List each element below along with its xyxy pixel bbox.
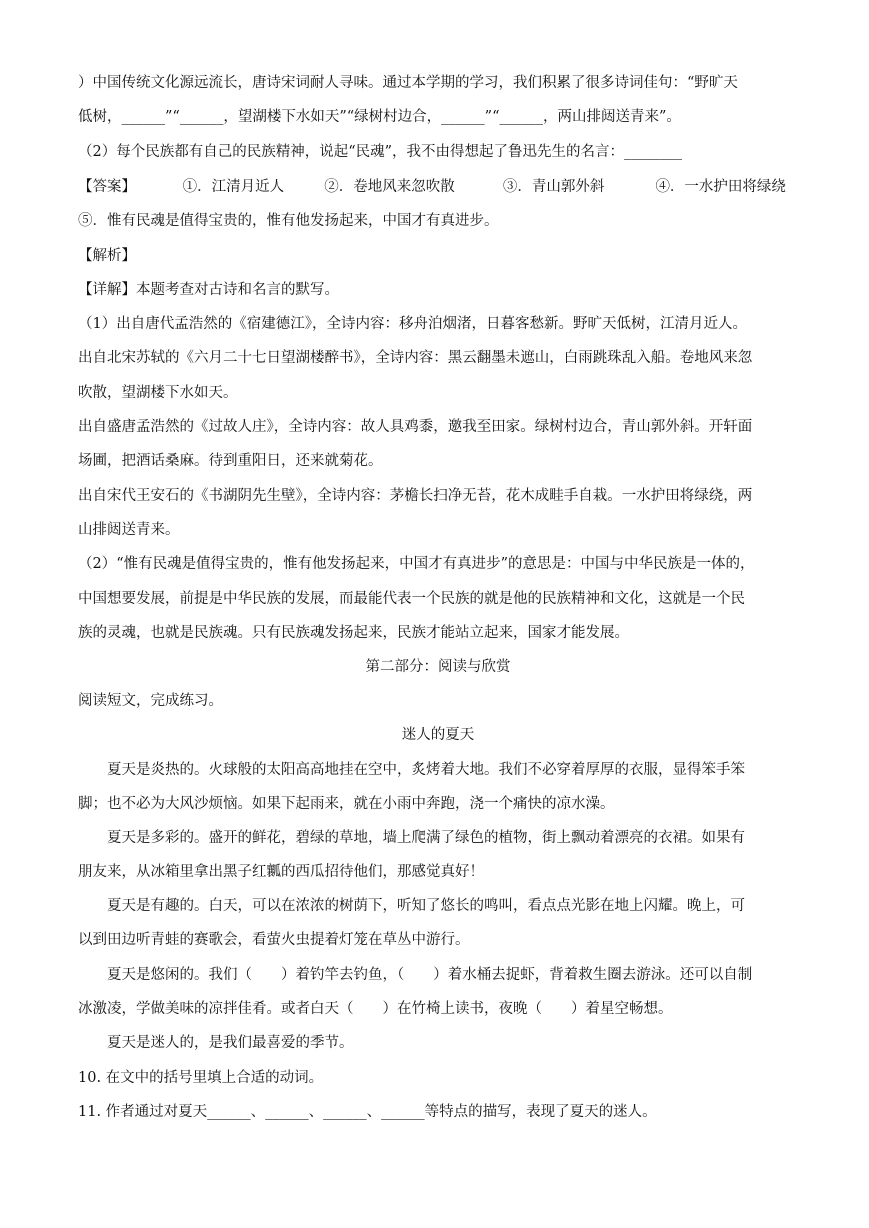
question-10: 10. 在文中的括号里填上合适的动词。 <box>78 1070 324 1086</box>
passage-line: 夏天是多彩的。盛开的鲜花，碧绿的草地，墙上爬满了绿色的植物，街上飘动着漂亮的衣裙。如果有 <box>107 830 745 846</box>
text-line: 出自宋代王安石的《书湖阴先生壁》，全诗内容：茅檐长扫净无苔，花木成畦手自栽。一水护田将绿绕，两 <box>78 488 753 504</box>
text-line: 低树，______”“______，望湖楼下水如天”“绿树村边合，______”“______，两山排闼送青来”。 <box>78 109 681 125</box>
text-line: 族的灵魂，也就是民族魂。只有民族魂发扬起来，民族才能站立起来，国家才能发展。 <box>78 625 629 641</box>
answer-item: ③．青山郭外斜 <box>502 179 605 195</box>
passage-line: 朋友来，从冰箱里拿出黑子红瓤的西瓜招待他们，那感觉真好！ <box>78 864 484 880</box>
passage-line: 脚；也不必为大风沙烦恼。如果下起雨来，就在小雨中奔跑，浇一个痛快的凉水澡。 <box>78 796 615 812</box>
text-line: 场圃，把酒话桑麻。待到重阳日，还来就菊花。 <box>78 453 383 469</box>
passage-line: 夏天是炎热的。火球般的太阳高高地挂在空中，炙烤着大地。我们不必穿着厚厚的衣服，显得笨手笨 <box>107 762 745 778</box>
passage-line: 以到田边听青蛙的赛歌会，看萤火虫提着灯笼在草丛中游行。 <box>78 932 470 948</box>
text-line: 出自北宋苏轼的《六月二十七日望湖楼醉书》，全诗内容：黑云翻墨未遮山，白雨跳珠乱入船。卷地风来忽 <box>78 350 753 366</box>
answer-line <box>78 177 798 197</box>
analysis-heading: 【解析】 <box>78 248 136 264</box>
text-line: 吹散，望湖楼下水如天。 <box>78 385 238 401</box>
answer-item: ①．江清月近人 <box>182 179 285 195</box>
question-11: 11. 作者通过对夏天______、______、______、______等特点的描写，表现了夏天的迷人。 <box>78 1104 657 1120</box>
text-line: （2）“惟有民魂是值得宝贵的，惟有他发扬起来，中国才有真进步”的意思是：中国与中华民族是一体的， <box>78 556 755 572</box>
text-line: ）中国传统文化源远流长，唐诗宋词耐人寻味。通过本学期的学习，我们积累了很多诗词佳句：“野旷天 <box>78 75 738 91</box>
passage-line: 夏天是有趣的。白天，可以在浓浓的树荫下，听知了悠长的鸣叫，看点点光影在地上闪耀。晚上，可 <box>107 898 745 914</box>
text-line: 出自盛唐孟浩然的《过故人庄》，全诗内容：故人具鸡黍，邀我至田家。绿树村边合，青山郭外斜。开轩面 <box>78 419 753 435</box>
section-heading: 第二部分：阅读与欣赏 <box>365 659 511 675</box>
answer-item: ④．一水护田将绿绕 <box>655 179 786 195</box>
text-line: ⑤．惟有民魂是值得宝贵的，惟有他发扬起来，中国才有真进步。 <box>78 213 499 229</box>
passage-line: 夏天是悠闲的。我们（ ）着钓竿去钓鱼，（ ）着水桶去捉虾，背着救生圈去游泳。还可以自制 <box>107 967 753 983</box>
text-line: （2）每个民族都有自己的民族精神，说起“民魂”，我不由得想起了鲁迅先生的名言：________ <box>78 144 683 160</box>
text-line: 中国想要发展，前提是中华民族的发展，而最能代表一个民族的就是他的民族精神和文化，这就是一个民 <box>78 591 745 607</box>
answer-item: ②．卷地风来忽吹散 <box>324 179 455 195</box>
answer-label: 【答案】 <box>78 179 136 195</box>
text-line: 山排闼送青来。 <box>78 522 180 538</box>
instruction: 阅读短文，完成练习。 <box>78 693 223 709</box>
passage-line: 夏天是迷人的，是我们最喜爱的季节。 <box>107 1035 354 1051</box>
passage-title: 迷人的夏天 <box>401 727 475 743</box>
text-line: 【详解】本题考查对古诗和名言的默写。 <box>78 282 339 298</box>
passage-line: 冰激凌，学做美味的凉拌佳肴。或者白天（ ）在竹椅上读书，夜晚（ ）着星空畅想。 <box>78 1001 673 1017</box>
text-line: （1）出自唐代孟浩然的《宿建德江》，全诗内容：移舟泊烟渚，日暮客愁新。野旷天低树，江清月近人。 <box>78 316 747 332</box>
